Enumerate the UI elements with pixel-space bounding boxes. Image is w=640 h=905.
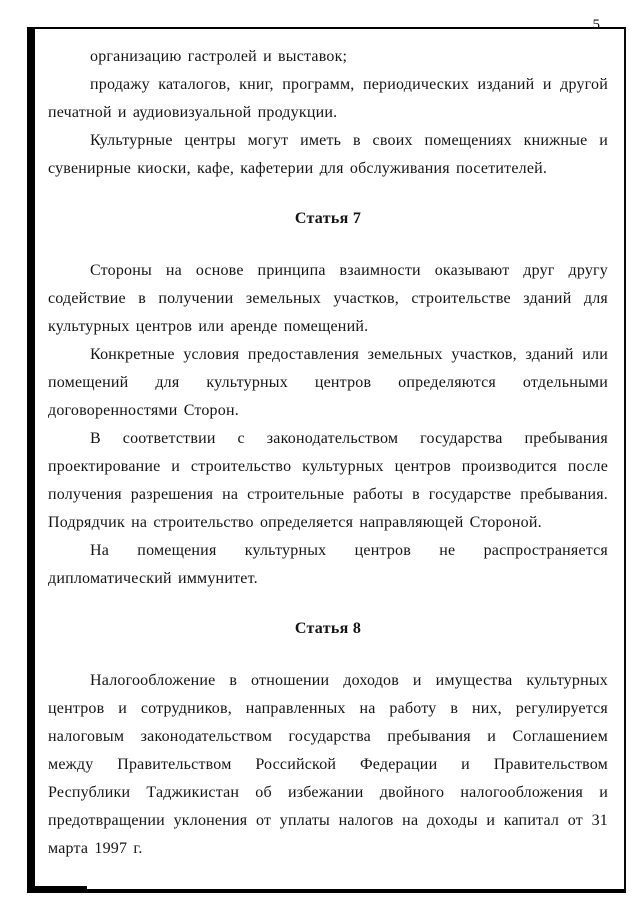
paragraph: Конкретные условия предоставления земельных участков, зданий или помещений для культурных центров определяются отдельными договоренностями Сторон. (48, 346, 608, 419)
paragraph: Стороны на основе принципа взаимности оказывают друг другу содействие в получении земельных участков, строительстве зданий для культурных центров или аренде помещений. (48, 262, 608, 335)
document-page (27, 17, 626, 893)
paragraph: На помещения культурных центров не распространяется дипломатический иммунитет. (48, 542, 608, 587)
document-content (48, 43, 608, 863)
paragraph: продажу каталогов, книг, программ, периодических изданий и другой печатной и аудиовизуальной продукции. (48, 76, 608, 121)
article-heading: Статья 7 (294, 210, 362, 227)
paragraph: организацию гастролей и выставок; (90, 48, 348, 65)
page-number: 5 (592, 17, 600, 33)
article-heading: Статья 8 (294, 620, 362, 637)
paragraph: Налогообложение в отношении доходов и имущества культурных центров и сотрудников, направленных на работу в них, регулируется налоговым законодательством государства пребывания и Соглашением между Правительством Российской Федерации и Правительством Республики Таджикистан об избежании двойного налогообложения и предотвращении уклонения от уплаты налогов на доходы и капитал от 31 марта 1997 г. (48, 672, 608, 857)
paragraph: В соответствии с законодательством государства пребывания проектирование и строительство культурных центров производится после получения разрешения на строительные работы в государстве пребывания. Подрядчик на строительство определяется направляющей Стороной. (48, 430, 608, 531)
paragraph: Культурные центры могут иметь в своих помещениях книжные и сувенирные киоски, кафе, кафетерии для обслуживания посетителей. (48, 132, 608, 177)
